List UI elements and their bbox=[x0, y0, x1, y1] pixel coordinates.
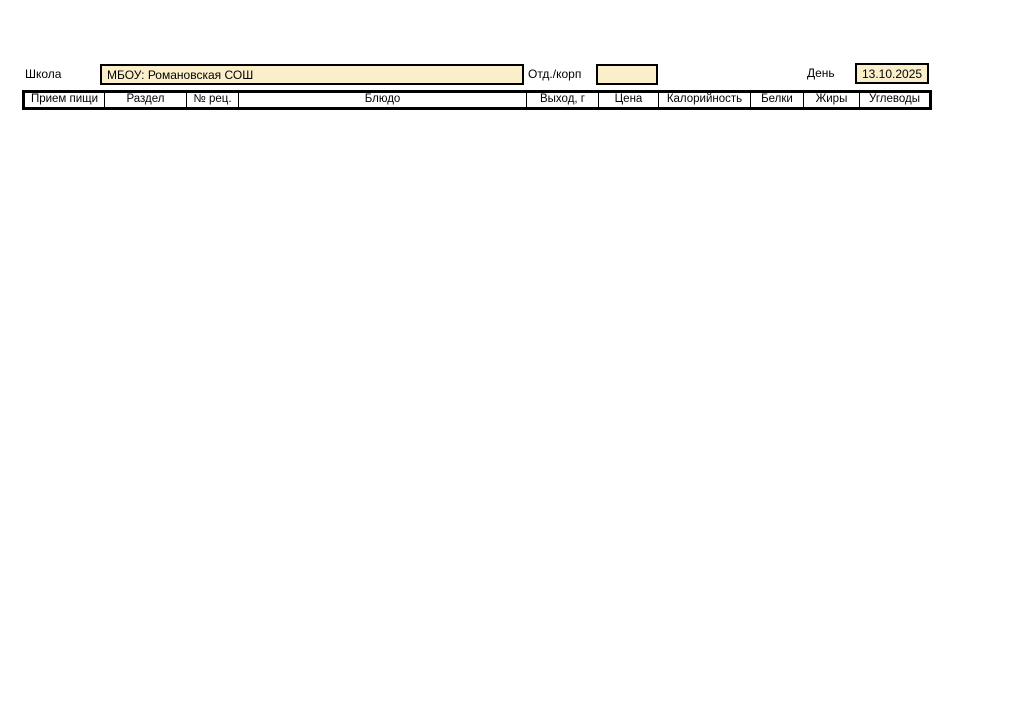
dept-label: Отд./корп bbox=[528, 67, 582, 81]
col-header-razdel: Раздел bbox=[105, 92, 187, 109]
col-header-carbs: Углеводы bbox=[860, 92, 931, 109]
col-header-fat: Жиры bbox=[804, 92, 860, 109]
table-header-row bbox=[24, 92, 931, 109]
school-input[interactable]: МБОУ: Романовская СОШ bbox=[100, 64, 524, 85]
col-header-protein: Белки bbox=[751, 92, 804, 109]
col-header-price: Цена bbox=[599, 92, 659, 109]
col-header-meal: Прием пищи bbox=[24, 92, 105, 109]
school-label: Школа bbox=[25, 67, 62, 81]
col-header-output: Выход, г bbox=[527, 92, 599, 109]
col-header-recipe-no: № рец. bbox=[187, 92, 239, 109]
day-input[interactable]: 13.10.2025 bbox=[855, 63, 929, 84]
col-header-calories: Калорийность bbox=[659, 92, 751, 109]
dept-input[interactable] bbox=[596, 64, 658, 85]
menu-table bbox=[22, 90, 932, 110]
day-label: День bbox=[807, 66, 835, 80]
col-header-dish: Блюдо bbox=[239, 92, 527, 109]
